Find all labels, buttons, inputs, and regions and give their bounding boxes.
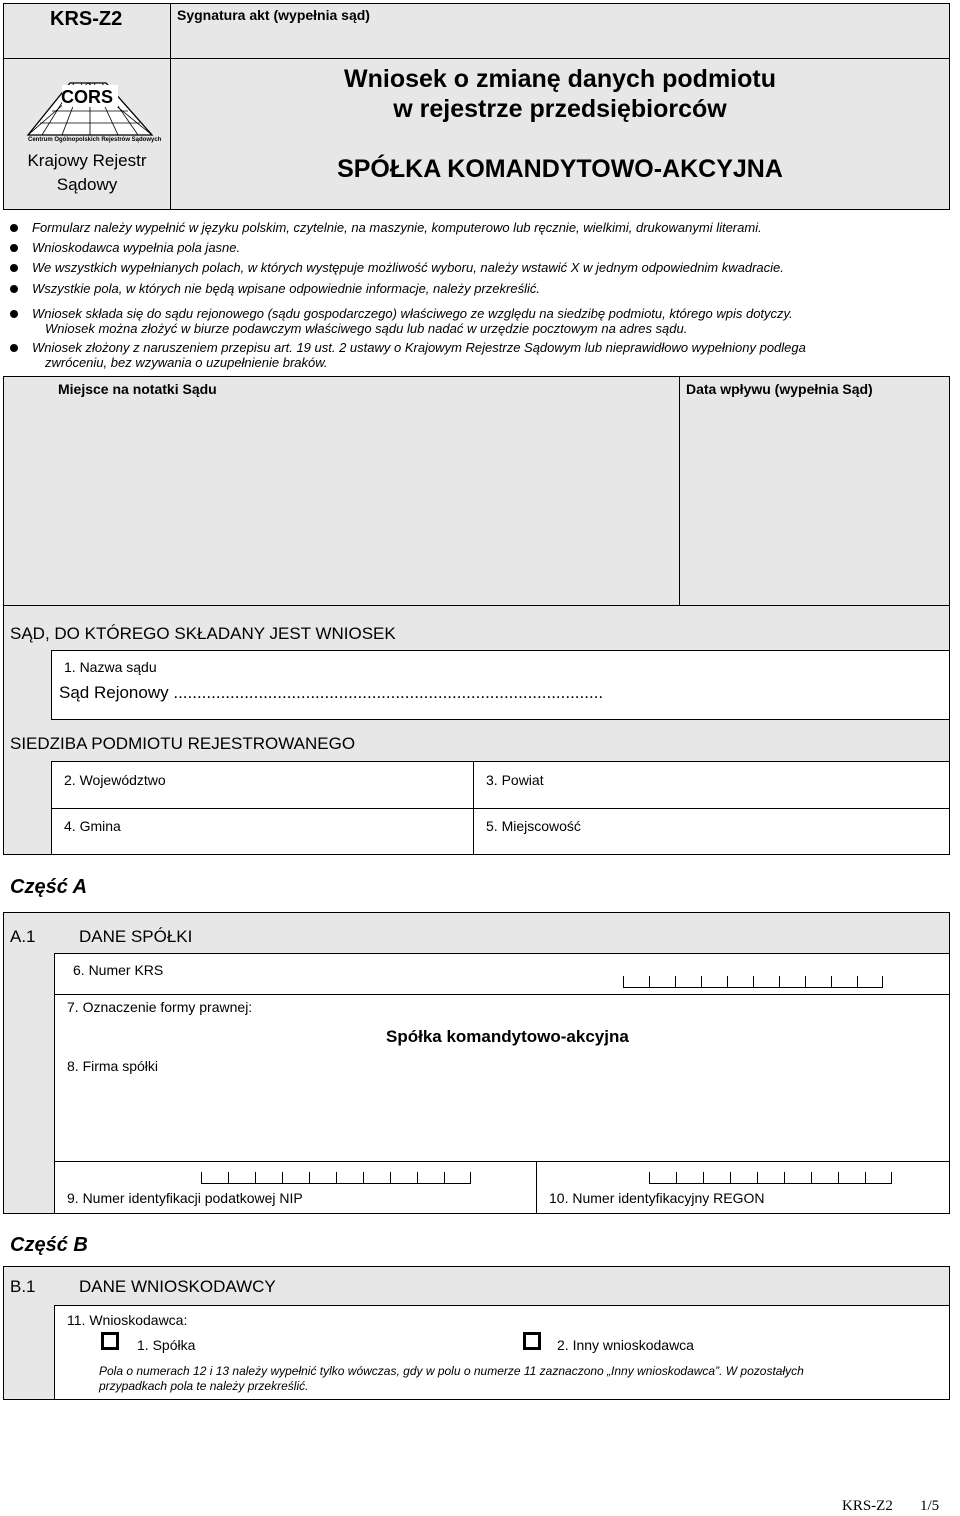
option-other-label: 2. Inny wnioskodawca xyxy=(557,1337,694,1353)
signature-box xyxy=(170,3,950,59)
instructions xyxy=(0,214,960,374)
registry-name-line1: Krajowy Rejestr xyxy=(27,151,147,170)
nip-field[interactable] xyxy=(54,1161,537,1214)
footer-form-code: KRS-Z2 xyxy=(842,1498,893,1514)
option-company-label: 1. Spółka xyxy=(137,1337,196,1353)
logo-text: CORS xyxy=(61,87,114,107)
bullet-icon xyxy=(10,344,18,352)
county-field[interactable] xyxy=(473,761,950,809)
form-code: KRS-Z2 xyxy=(50,8,123,30)
court-notes-box xyxy=(3,376,680,606)
section-b1-code: B.1 xyxy=(10,1277,36,1296)
logo-box xyxy=(3,58,171,210)
instruction-item: Formularz należy wypełnić w języku polskim, czytelnie, na maszynie, komputerowo lub ręcznie, wielkimi, drukowanymi literami. xyxy=(32,220,762,235)
company-type-title: SPÓŁKA KOMANDYTOWO-AKCYJNA xyxy=(337,155,783,183)
court-section-heading: SĄD, DO KTÓREGO SKŁADANY JEST WNIOSEK xyxy=(10,624,396,643)
bullet-icon xyxy=(10,264,18,272)
bullet-icon xyxy=(10,285,18,293)
seat-section-heading: SIEDZIBA PODMIOTU REJESTROWANEGO xyxy=(10,734,356,753)
county-label: 3. Powiat xyxy=(486,772,544,788)
instruction-item: zwróceniu, bez wzywania o uzupełnienie braków. xyxy=(45,355,328,370)
option-other-checkbox[interactable] xyxy=(523,1332,541,1350)
nip-digit-boxes xyxy=(201,1172,471,1184)
court-section xyxy=(3,605,950,855)
title-box xyxy=(170,58,950,210)
legal-form-value: Spółka komandytowo-akcyjna xyxy=(386,1027,629,1046)
legal-form-field[interactable] xyxy=(54,994,950,1162)
signature-label: Sygnatura akt (wypełnia sąd) xyxy=(177,7,370,23)
locality-label: 5. Miejscowość xyxy=(486,818,581,834)
receipt-date-label: Data wpływu (wypełnia Sąd) xyxy=(686,381,873,397)
krs-number-field[interactable] xyxy=(54,953,950,995)
court-name-field[interactable] xyxy=(51,650,950,720)
regon-digit-boxes xyxy=(649,1172,892,1184)
applicant-note-line1: Pola o numerach 12 i 13 należy wypełnić tylko wówczas, gdy w polu o numerze 11 zaznaczono „Inny wnioskodawca”. W pozostałych xyxy=(99,1364,804,1378)
regon-field[interactable] xyxy=(536,1161,950,1214)
locality-field[interactable] xyxy=(473,808,950,855)
commune-label: 4. Gmina xyxy=(64,818,121,834)
company-data-section xyxy=(3,912,950,1214)
legal-form-label: 7. Oznaczenie formy prawnej: xyxy=(67,999,253,1015)
krs-number-label: 6. Numer KRS xyxy=(73,962,164,978)
section-a1-title: DANE SPÓŁKI xyxy=(79,927,193,946)
bullet-icon xyxy=(10,310,18,318)
instruction-item: Wszystkie pola, w których nie będą wpisane odpowiednie informacje, należy przekreślić. xyxy=(32,281,540,296)
applicant-section xyxy=(3,1266,950,1400)
form-code-box xyxy=(3,3,171,59)
bullet-icon xyxy=(10,244,18,252)
instruction-item: Wniosek można złożyć w biurze podawczym właściwego sądu lub nadać w urzędzie pocztowym na adres sądu. xyxy=(45,321,688,336)
form-title-line1: Wniosek o zmianę danych podmiotu xyxy=(344,65,776,93)
instruction-item: Wnioskodawca wypełnia pola jasne. xyxy=(32,240,241,255)
court-name-value: Sąd Rejonowy ........................................................................................... xyxy=(59,683,604,702)
instruction-item: Wniosek złożony z naruszeniem przepisu art. 19 ust. 2 ustawy o Krajowym Rejestrze Sądowym lub nieprawidłowo wypełniony podlega xyxy=(32,340,806,355)
voivodeship-label: 2. Województwo xyxy=(64,772,166,788)
footer-page-number: 1/5 xyxy=(920,1498,940,1514)
logo-caption: Centrum Ogólnopolskich Rejestrów Sądowych xyxy=(28,137,162,143)
part-a-heading: Część A xyxy=(10,876,88,898)
bullet-icon xyxy=(10,224,18,232)
applicant-note-line2: przypadkach pola te należy przekreślić. xyxy=(99,1379,309,1393)
court-name-label: 1. Nazwa sądu xyxy=(64,659,157,675)
part-b-heading: Część B xyxy=(10,1234,88,1256)
voivodeship-field[interactable] xyxy=(51,761,474,809)
registry-name-line2: Sądowy xyxy=(56,175,118,194)
instruction-item: We wszystkich wypełnianych polach, w których występuje możliwość wyboru, należy wstawić X w jednym odpowiednim kwadracie. xyxy=(32,260,784,275)
company-name-label: 8. Firma spółki xyxy=(67,1058,159,1074)
receipt-date-box xyxy=(679,376,950,606)
form-title-line2: w rejestrze przedsiębiorców xyxy=(393,95,727,123)
commune-field[interactable] xyxy=(51,808,474,855)
section-b1-title: DANE WNIOSKODAWCY xyxy=(79,1277,276,1296)
section-a1-code: A.1 xyxy=(10,927,36,946)
regon-label: 10. Numer identyfikacyjny REGON xyxy=(549,1190,765,1206)
krs-digit-boxes xyxy=(623,976,883,988)
applicant-label: 11. Wnioskodawca: xyxy=(67,1312,188,1328)
cors-logo xyxy=(26,81,162,147)
nip-label: 9. Numer identyfikacji podatkowej NIP xyxy=(67,1190,303,1206)
option-company-checkbox[interactable] xyxy=(101,1332,119,1350)
applicant-field xyxy=(54,1305,950,1400)
court-notes-label: Miejsce na notatki Sądu xyxy=(58,381,217,397)
instruction-item: Wniosek składa się do sądu rejonowego (sądu gospodarczego) właściwego ze względu na siedzibę podmiotu, którego wpis dotyczy. xyxy=(32,306,793,321)
